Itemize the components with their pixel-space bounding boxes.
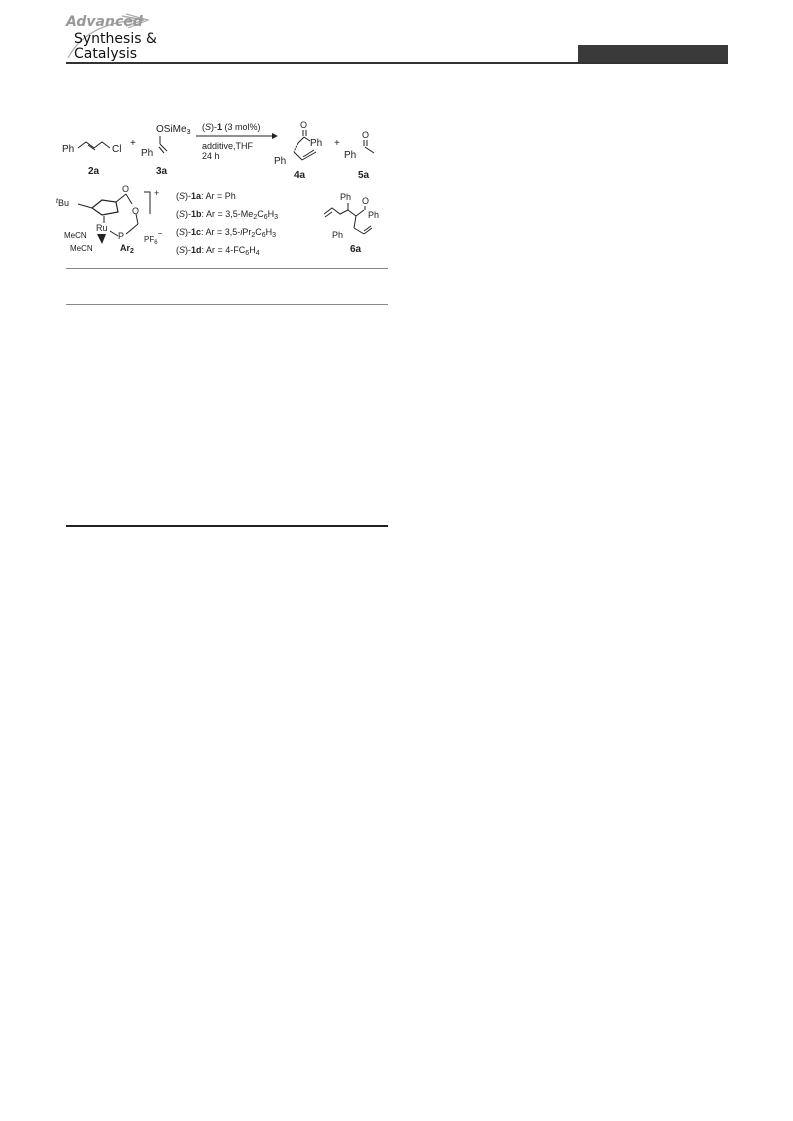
product-6a <box>324 192 379 255</box>
substrate-3a <box>141 124 191 177</box>
6a-ph-bottom: Ph <box>332 230 344 240</box>
pf6-label: $PF_6-$ <box>144 229 163 246</box>
ar2-label: $Ar_2$ <box>120 243 134 255</box>
label-2a: 2a <box>88 166 100 177</box>
plus-sign-2: + <box>334 138 340 149</box>
p-label: P <box>118 231 125 241</box>
journal-logo <box>66 12 226 62</box>
cat-1d-entry: (S)-1d: $Ar = 4-FC_6H_4$ <box>176 245 260 257</box>
product-4a <box>274 120 322 181</box>
logo-catalysis: Catalysis <box>74 46 138 62</box>
5a-o-label: O <box>362 130 370 140</box>
product-5a <box>344 130 374 181</box>
cat-o-carbonyl: O <box>122 184 130 194</box>
ru-catalyst-structure <box>56 184 163 255</box>
label-6a: 6a <box>350 244 362 255</box>
6a-ph-right: Ph <box>368 210 380 220</box>
table-top-rule <box>66 268 388 269</box>
logo-advanced: Advanced <box>66 14 143 30</box>
reaction-scheme <box>56 116 402 262</box>
4a-ph-top: Ph <box>310 138 323 149</box>
2a-cl-label: Cl <box>112 144 122 155</box>
mecn-1: MeCN <box>64 231 87 240</box>
condition-additive: additive,THF <box>202 141 254 151</box>
6a-o-label: O <box>362 196 370 206</box>
table-bottom-rule <box>66 525 388 527</box>
header-bar-block <box>578 45 728 63</box>
5a-ph-label: Ph <box>344 150 357 161</box>
cat-1b-entry: (S)-1b: $Ar = 3,5-Me_2C_6H_3$ <box>176 209 279 221</box>
cat-1a-entry: (S)-1a: Ar = Ph <box>176 191 236 201</box>
4a-ph-bottom: Ph <box>274 156 287 167</box>
2a-ph-label: Ph <box>62 144 75 155</box>
reaction-arrow-group <box>196 122 278 161</box>
cat-1c-entry: (S)-1c: $Ar = 3,5-iPr_2C_6H_3$ <box>176 227 277 239</box>
logo-synthesis: Synthesis & <box>74 31 157 47</box>
cation-charge: + <box>154 188 160 198</box>
plus-sign-1: + <box>130 138 136 149</box>
3a-silyl-label: OSiMe$_3$ <box>156 124 191 136</box>
condition-time: 24 h <box>202 151 220 161</box>
ru-label: Ru <box>96 223 108 233</box>
substrate-2a <box>62 142 121 177</box>
mecn-2: MeCN <box>70 244 93 253</box>
3a-ph-label: Ph <box>141 148 154 159</box>
tbu-label: $^t$Bu <box>56 198 69 208</box>
6a-ph-top: Ph <box>340 192 352 202</box>
4a-o-label: O <box>300 120 308 130</box>
catalyst-variants <box>176 191 278 257</box>
header-rule <box>66 62 728 64</box>
label-3a: 3a <box>156 166 168 177</box>
catalyst-condition: (S)-1 (3 mol%) <box>202 122 261 132</box>
label-4a: 4a <box>294 170 306 181</box>
label-5a: 5a <box>358 170 370 181</box>
table-header-rule <box>66 304 388 305</box>
cat-o-ester: O <box>132 206 140 216</box>
